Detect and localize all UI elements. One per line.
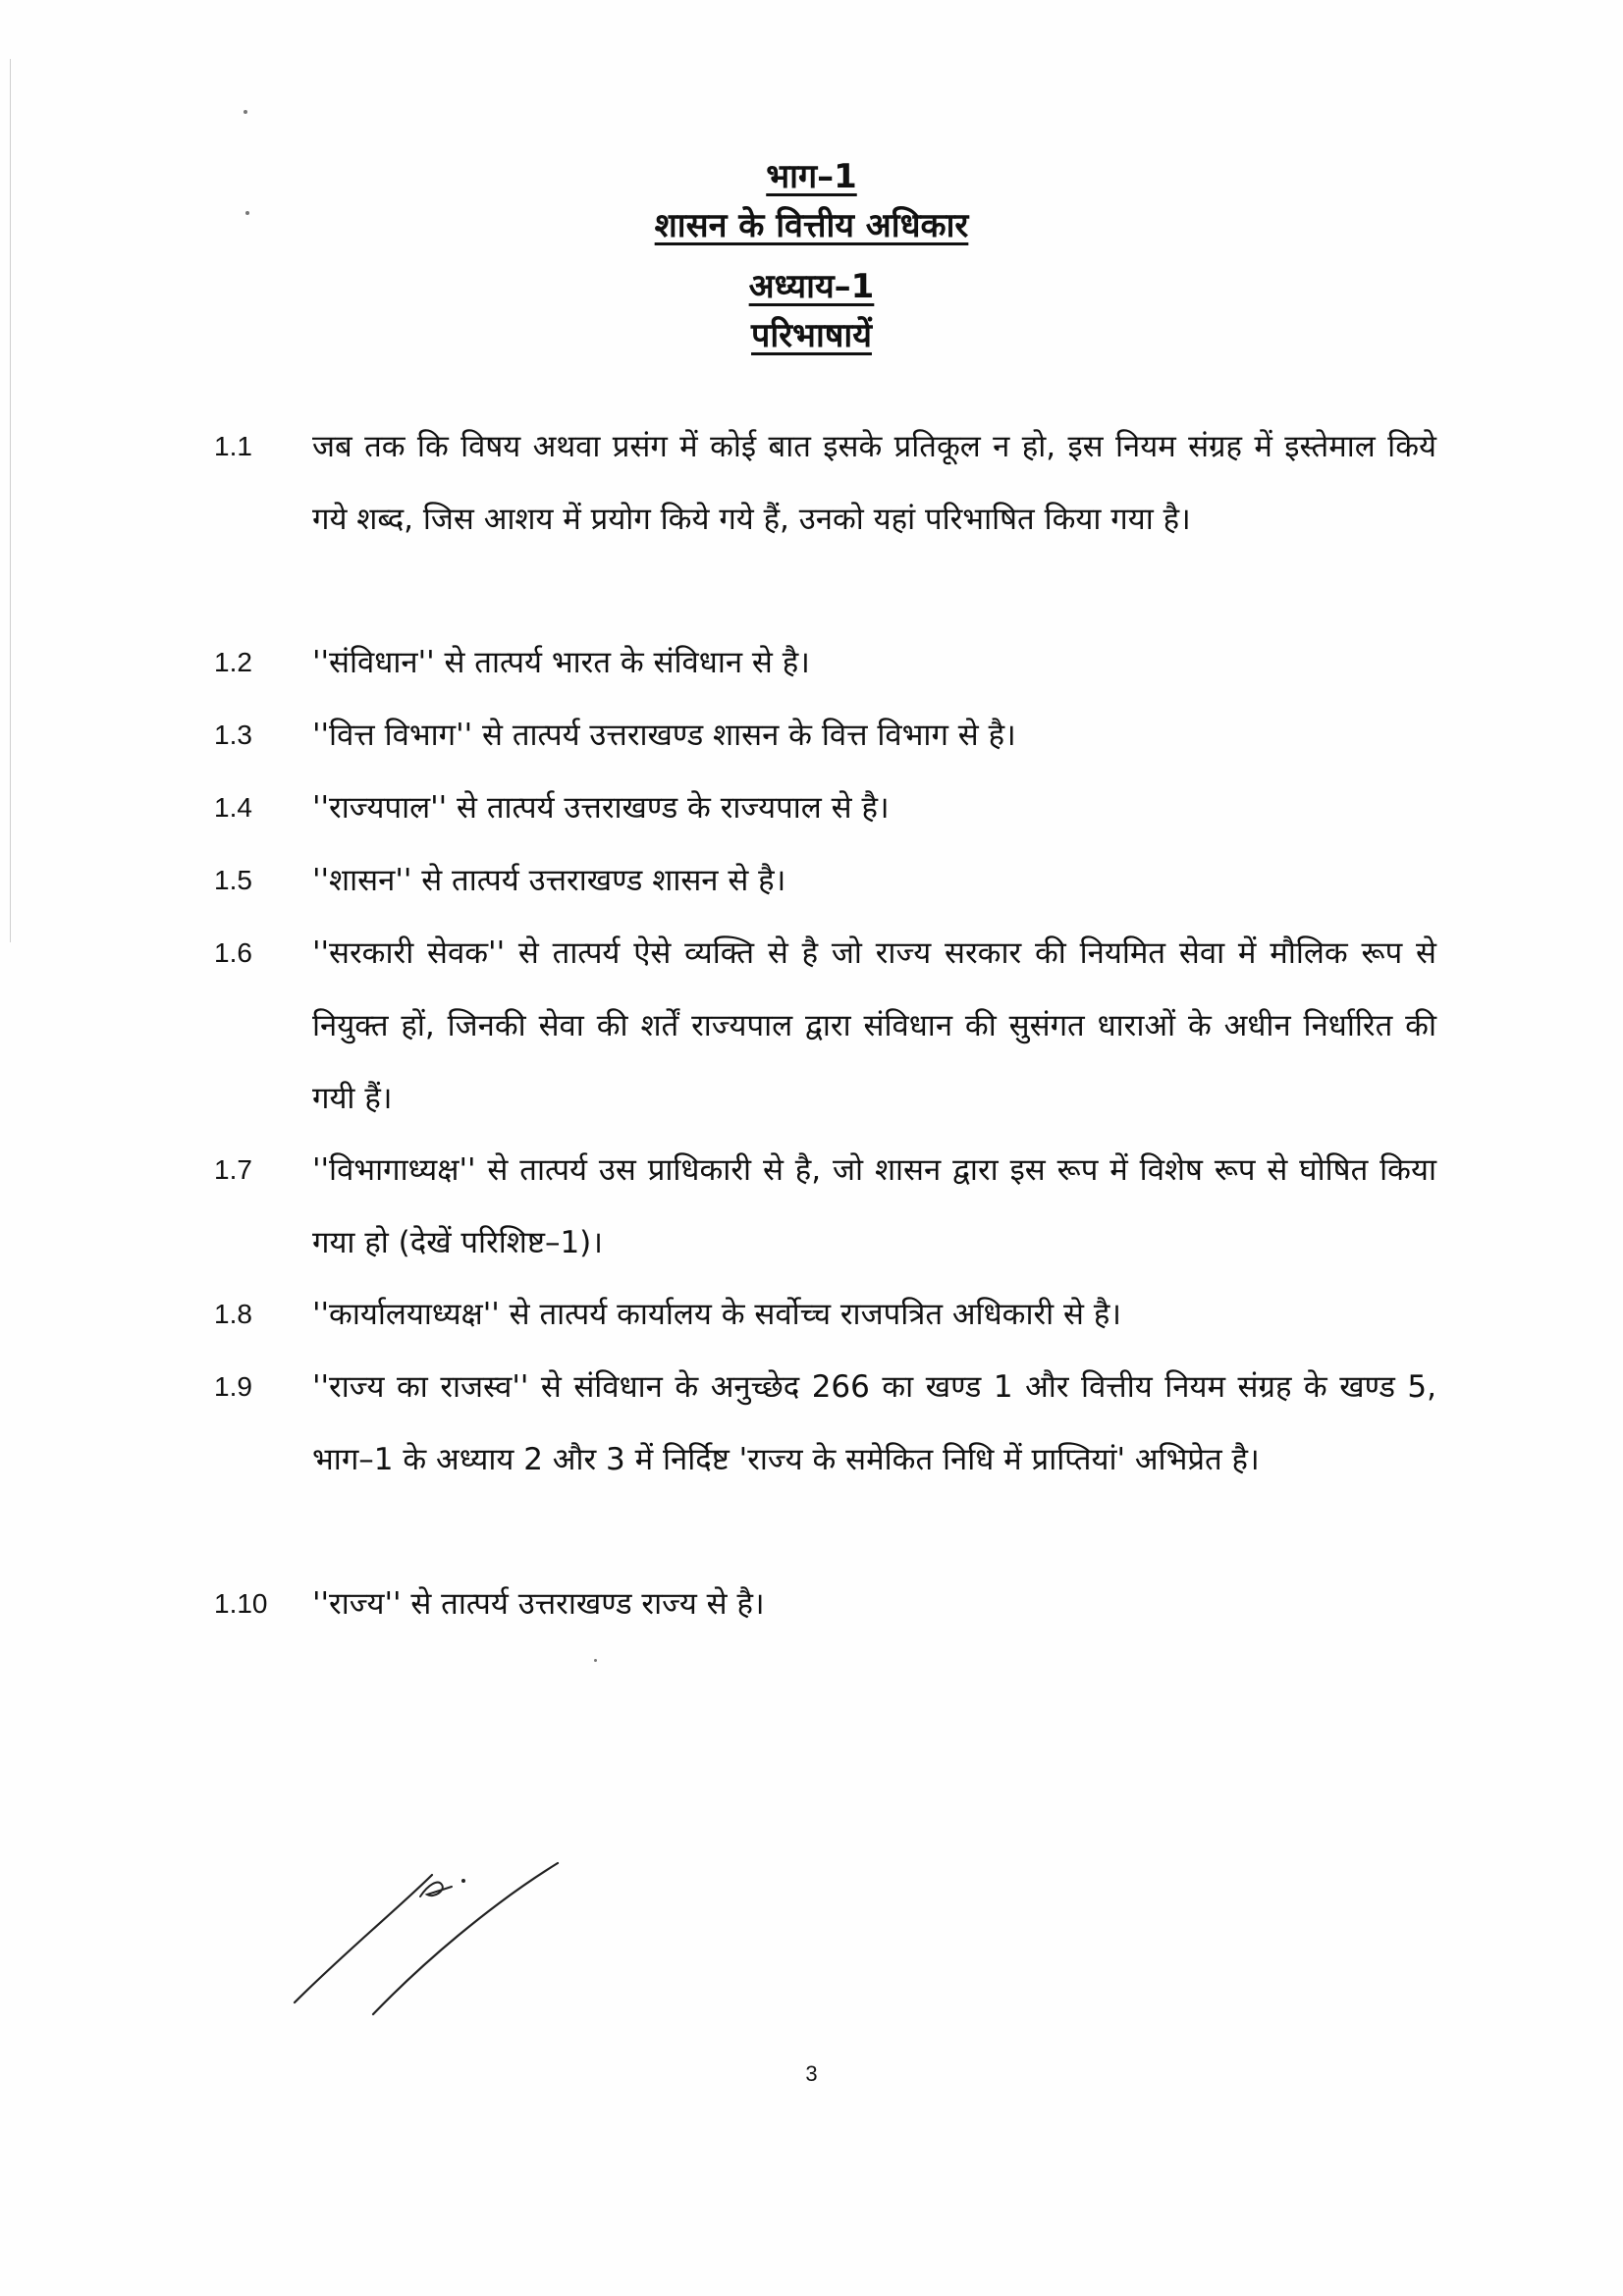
clause-text: ''वित्त विभाग'' से तात्पर्य उत्तराखण्ड शासन के वित्त विभाग से है। [312, 718, 1016, 753]
document-title: शासन के वित्तीय अधिकार [654, 206, 969, 245]
clause-text: ''शासन'' से तात्पर्य उत्तराखण्ड शासन से है। [312, 863, 786, 898]
chapter-heading: अध्याय–1 [748, 267, 875, 306]
clause-number: 1.3 [214, 720, 252, 750]
scan-speck [243, 110, 247, 114]
clause-text: ''राज्यपाल'' से तात्पर्य उत्तराखण्ड के राज्यपाल से है। [312, 790, 890, 826]
handwritten-signature [285, 1845, 579, 2022]
scan-speck [594, 1659, 597, 1662]
clause-number: 1.8 [214, 1299, 252, 1329]
clause-number: 1.5 [214, 865, 252, 895]
clause-text: ''विभागाध्यक्ष'' से तात्पर्य उस प्राधिकारी से है, जो शासन द्वारा इस रूप में विशेष रूप से घोषित किया गया हो (देखें परिशिष्ट–1)। [312, 1152, 1436, 1260]
clause-number: 1.10 [214, 1588, 268, 1619]
clause-number: 1.9 [214, 1371, 252, 1402]
clause-number: 1.2 [214, 647, 252, 677]
clause-text: ''राज्य का राजस्व'' से संविधान के अनुच्छेद 266 का खण्ड 1 और वित्तीय नियम संग्रह के खण्ड 5, भाग–1 के अध्याय 2 और 3 में निर्दिष्ट 'राज्य के समेकित निधि में प्राप्तियां' अभिप्रेत है। [312, 1369, 1436, 1477]
clause-number: 1.1 [214, 431, 252, 461]
clause-text: ''संविधान'' से तात्पर्य भारत के संविधान से है। [312, 645, 810, 680]
clause-text: ''सरकारी सेवक'' से तात्पर्य ऐसे व्यक्ति से है जो राज्य सरकार की नियमित सेवा में मौलिक रूप से नियुक्त हों, जिनकी सेवा की शर्तें राज्यपाल द्वारा संविधान की सुसंगत धाराओं के अधीन निर्धारित की गयी हैं। [312, 935, 1436, 1116]
clause-number: 1.6 [214, 937, 252, 968]
clause-number: 1.7 [214, 1154, 252, 1185]
section-heading: परिभाषायें [751, 316, 872, 355]
page-number: 3 [805, 2061, 818, 2086]
clause-text: ''कार्यालयाध्यक्ष'' से तात्पर्य कार्यालय के सर्वोच्च राजपत्रित अधिकारी से है। [312, 1297, 1122, 1332]
clause-text: ''राज्य'' से तात्पर्य उत्तराखण्ड राज्य से है। [312, 1586, 765, 1622]
part-heading: भाग–1 [766, 157, 857, 196]
clause-number: 1.4 [214, 792, 252, 823]
clause-text: जब तक कि विषय अथवा प्रसंग में कोई बात इसके प्रतिकूल न हो, इस नियम संग्रह में इस्तेमाल किये गये शब्द, जिस आशय में प्रयोग किये गये हैं, उनको यहां परिभाषित किया गया है। [312, 429, 1436, 537]
